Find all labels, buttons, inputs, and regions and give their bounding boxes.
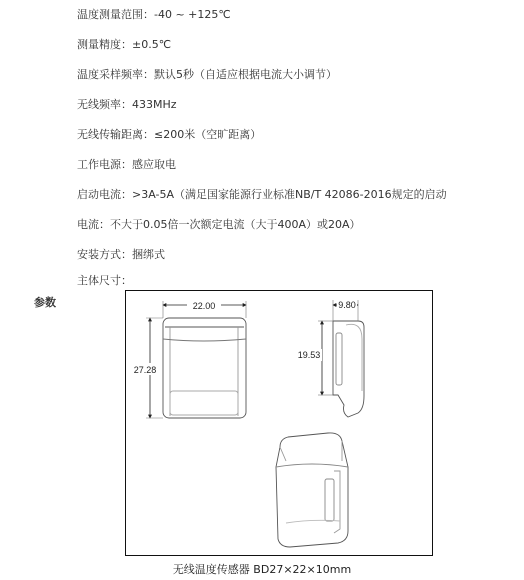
- dimension-drawing-svg: [126, 291, 432, 555]
- dimension-drawing: [125, 290, 433, 556]
- spec-install-method: 安装方式：捆绑式: [77, 248, 165, 261]
- height-dimension-label: 27.28: [133, 365, 157, 375]
- spec-temp-range: 温度测量范围：-40 ~ +125℃: [77, 8, 231, 21]
- spec-start-current: 启动电流：>3A-5A（满足国家能源行业标准NB/T 42086-2016规定的启动: [77, 188, 447, 201]
- parameters-label: 参数: [34, 296, 56, 309]
- front-view: [163, 318, 246, 418]
- side-view: [333, 321, 364, 417]
- spec-accuracy: 测量精度：±0.5℃: [77, 38, 172, 51]
- spec-power-source: 工作电源：感应取电: [77, 158, 176, 171]
- depth-dimension-label: 9.80: [338, 300, 356, 310]
- figure-caption: 无线温度传感器 BD27×22×10mm: [172, 563, 352, 576]
- spec-body-size: 主体尺寸：: [77, 274, 132, 287]
- spec-wireless-freq: 无线频率：433MHz: [77, 98, 177, 111]
- width-dimension-label: 22.00: [192, 301, 216, 311]
- side-height-dimension-label: 19.53: [297, 350, 321, 360]
- spec-sampling-rate: 温度采样频率：默认5秒（自适应根据电流大小调节）: [77, 68, 337, 81]
- isometric-view: [276, 433, 348, 547]
- spec-wireless-range: 无线传输距离：≤200米（空旷距离）: [77, 128, 262, 141]
- spec-start-current-cont: 电流：不大于0.05倍一次额定电流（大于400A）或20A）: [77, 218, 361, 231]
